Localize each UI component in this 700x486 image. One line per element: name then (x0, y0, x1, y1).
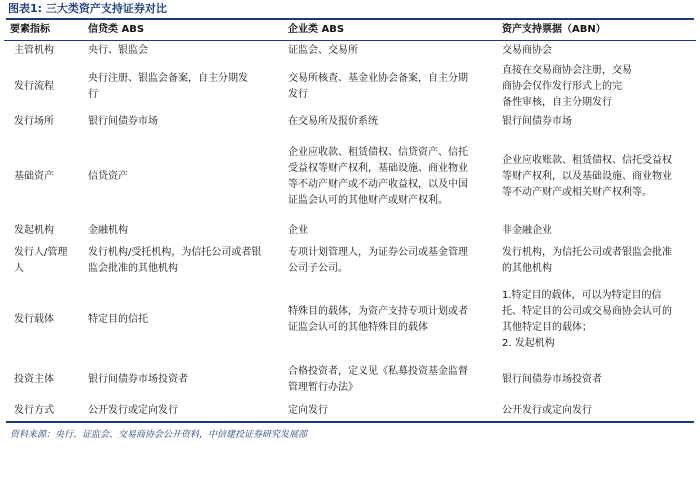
row-label: 基础资产 (14, 170, 54, 182)
credit-abs-cell (82, 401, 282, 421)
cell-line: 信贷资产 (88, 170, 128, 182)
enterprise-abs-cell (282, 241, 496, 281)
credit-abs-cell (82, 62, 282, 112)
cell-line: 2. 发起机构 (502, 337, 555, 349)
cell-line: 证监会认可的其他特殊目的载体 (288, 321, 428, 333)
cell-line: 证监会认可的其他财产或财产权利。 (288, 194, 448, 206)
cell-line: 证监会、交易所 (288, 45, 358, 57)
row-label: 发行方式 (14, 404, 54, 416)
credit-abs-cell (82, 241, 282, 281)
cell-line: 等财产权利，以及基础设施、商业物业 (502, 170, 672, 182)
table-row (4, 62, 696, 112)
table-row (4, 401, 696, 421)
cell-line: 特殊目的载体，为资产支持专项计划或者 (288, 305, 468, 317)
cell-line: 托、特定目的公司或交易商协会认可的 (502, 305, 672, 317)
header-enterprise-abs: 企业类 ABS (282, 20, 496, 41)
enterprise-abs-cell (282, 62, 496, 112)
abn-cell (496, 62, 696, 112)
cell-line: 合格投资者，定义见《私募投资基金监督 (288, 365, 468, 377)
cell-line: 金融机构 (88, 224, 128, 236)
cell-line: 1.特定目的载体，可以为特定目的信 (502, 289, 662, 301)
table-row (4, 221, 696, 241)
cell-line: 商协会仅作发行形式上的完 (502, 80, 622, 92)
abn-cell (496, 221, 696, 241)
cell-line: 等不动产财产或相关财产权利等。 (502, 186, 652, 198)
cell-line: 发行机构，为信托公司或者银监会批准 (502, 246, 672, 258)
cell-line: 银行间债券市场 (88, 116, 158, 127)
cell-line: 发行 (288, 88, 308, 100)
enterprise-abs-cell (282, 112, 496, 133)
cell-line: 行 (88, 88, 98, 100)
abn-cell (496, 133, 696, 221)
enterprise-abs-cell (282, 401, 496, 421)
credit-abs-cell (82, 112, 282, 133)
row-label: 发行载体 (14, 313, 54, 325)
cell-line: 在交易所及报价系统 (288, 116, 378, 127)
enterprise-abs-cell (282, 41, 496, 62)
cell-line: 央行、银监会 (88, 45, 148, 57)
header-indicator: 要素指标 (4, 20, 82, 41)
enterprise-abs-cell (282, 221, 496, 241)
cell-line: 公司子公司。 (288, 262, 348, 274)
cell-line: 特定目的信托 (88, 313, 148, 325)
cell-line: 监会批准的其他机构 (88, 262, 178, 274)
table-row (4, 241, 696, 281)
row-label: 投资主体 (14, 373, 54, 385)
cell-line: 非金融企业 (502, 224, 552, 236)
abn-cell (496, 41, 696, 62)
cell-line: 央行注册、银监会备案，自主分期发 (88, 72, 248, 84)
cell-line: 发行机构/受托机构，为信托公司或者银 (88, 246, 262, 258)
credit-abs-cell (82, 281, 282, 359)
cell-line: 交易商协会 (502, 45, 552, 57)
cell-line: 公开发行或定向发行 (88, 404, 178, 416)
cell-line: 银行间债券市场投资者 (502, 373, 602, 385)
row-label: 主管机构 (14, 45, 54, 57)
cell-line: 定向发行 (288, 404, 328, 416)
abn-cell (496, 112, 696, 133)
source-note: 资料来源：央行、证监会、交易商协会公开资料，中信建投证券研究发展部 (10, 429, 308, 440)
enterprise-abs-cell (282, 281, 496, 359)
table-row (4, 359, 696, 401)
cell-line: 备性审核，自主分期发行 (502, 96, 612, 108)
abn-cell (496, 241, 696, 281)
credit-abs-cell (82, 221, 282, 241)
enterprise-abs-cell (282, 133, 496, 221)
credit-abs-cell (82, 359, 282, 401)
figure-title: 图表1: 三大类资产支持证券对比 (8, 2, 167, 15)
table-row (4, 281, 696, 359)
cell-line: 管理暂行办法》 (288, 381, 358, 393)
header-abn: 资产支持票据（ABN） (496, 20, 696, 41)
cell-line: 直接在交易商协会注册，交易 (502, 64, 632, 76)
cell-line: 其他特定目的载体； (502, 321, 592, 333)
row-label: 发行流程 (14, 80, 54, 92)
cell-line: 企业应收款、租赁债权、信贷资产、信托 (288, 146, 468, 158)
cell-line: 公开发行或定向发行 (502, 404, 592, 416)
abn-cell (496, 281, 696, 359)
cell-line: 企业 (288, 224, 308, 236)
cell-line: 企业应收账款、租赁债权、信托受益权 (502, 154, 672, 166)
table-row (4, 133, 696, 221)
cell-line: 的其他机构 (502, 262, 552, 274)
cell-line: 银行间债券市场 (502, 116, 572, 127)
abn-cell (496, 401, 696, 421)
cell-line: 受益权等财产权利，基础设施、商业物业 (288, 162, 468, 174)
table-row (4, 112, 696, 133)
comparison-table (4, 20, 696, 421)
cell-line: 专项计划管理人，为证券公司或基金管理 (288, 246, 468, 258)
row-label: 发起机构 (14, 224, 54, 236)
row-label: 发行人/管理人 (14, 246, 68, 274)
table-row (4, 41, 696, 62)
cell-line: 等不动产财产或不动产收益权，以及中国 (288, 178, 468, 190)
credit-abs-cell (82, 41, 282, 62)
header-row (4, 20, 696, 41)
cell-line: 交易所核查、基金业协会备案，自主分期 (288, 72, 468, 84)
header-credit-abs: 信贷类 ABS (82, 20, 282, 41)
enterprise-abs-cell (282, 359, 496, 401)
cell-line: 银行间债券市场投资者 (88, 373, 188, 385)
abn-cell (496, 359, 696, 401)
row-label: 发行场所 (14, 116, 54, 127)
credit-abs-cell (82, 133, 282, 221)
